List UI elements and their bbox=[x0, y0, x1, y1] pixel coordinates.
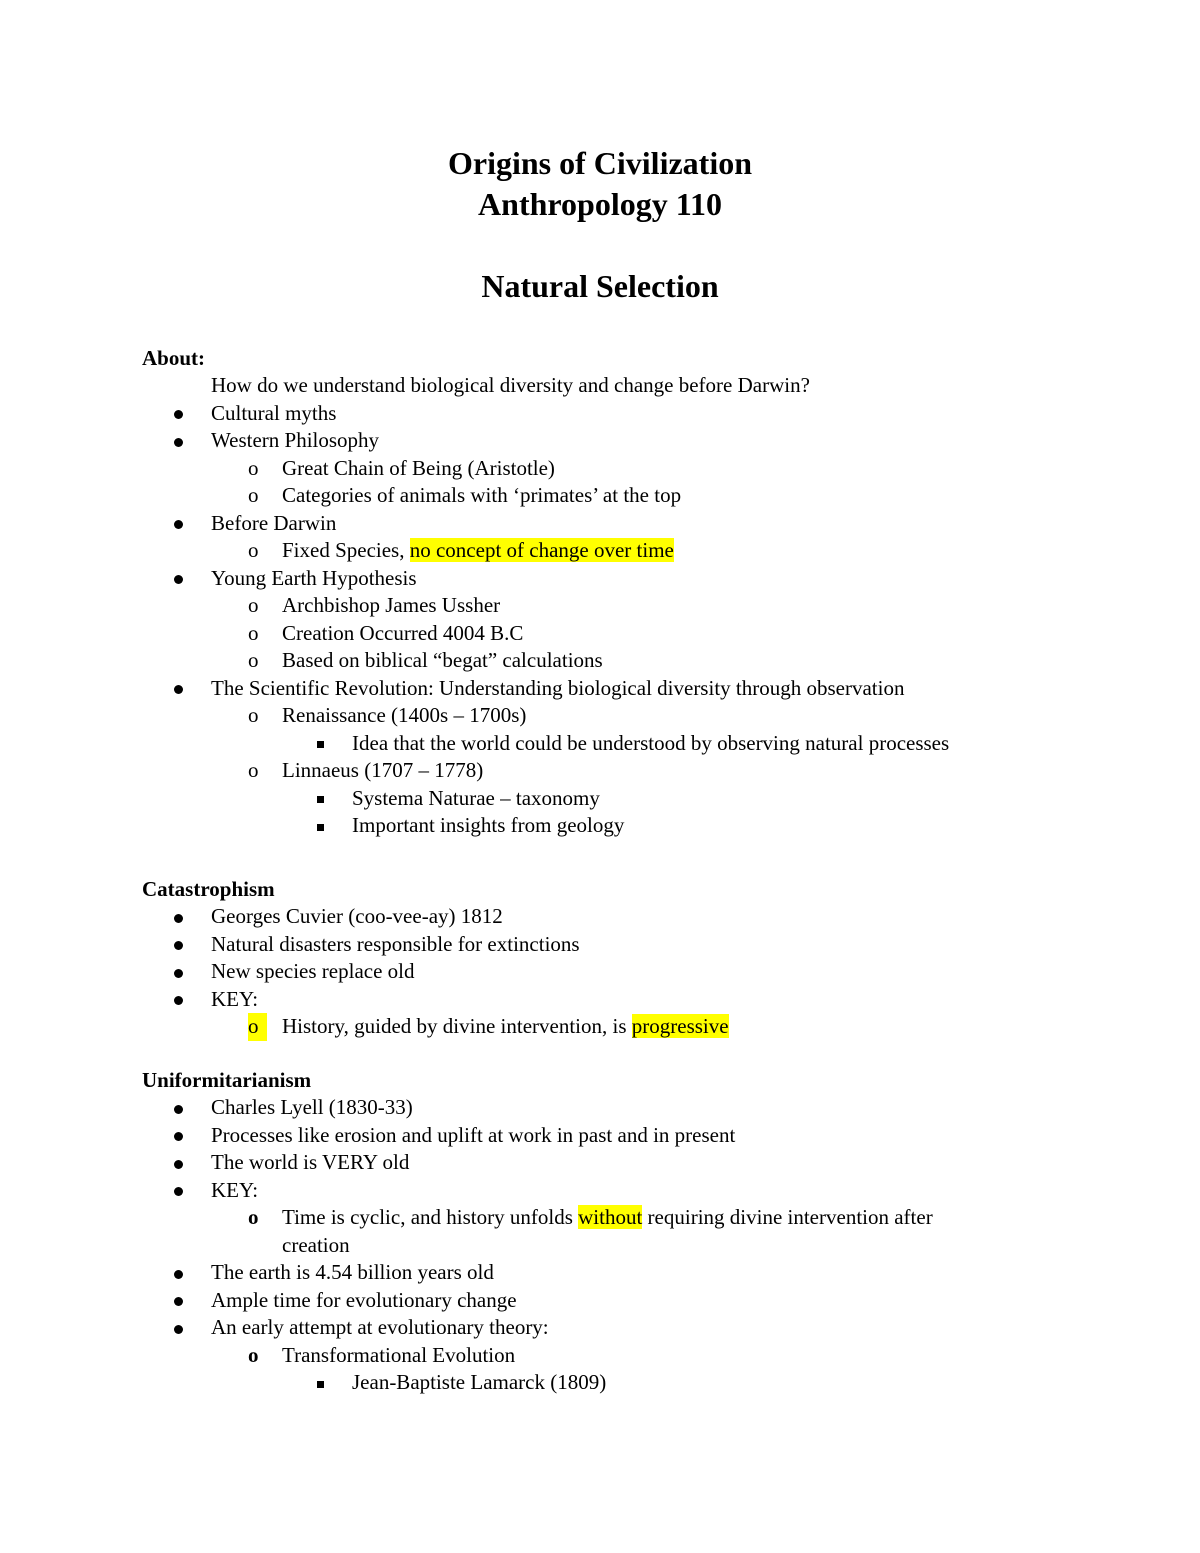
uniformitarianism-section bbox=[142, 1067, 1102, 1397]
bullet-dot-icon bbox=[174, 1122, 183, 1150]
list-item: KEY: bbox=[142, 1177, 1102, 1205]
highlighted-text: no concept of change over time bbox=[409, 538, 674, 562]
bullet-dot-icon bbox=[174, 903, 183, 931]
highlighted-text: progressive bbox=[631, 1014, 729, 1038]
bullet-dot-icon bbox=[174, 958, 183, 986]
list-item: The Scientific Revolution: Understanding biological diversity through observation bbox=[142, 675, 1102, 703]
list-item: o Transformational Evolution bbox=[142, 1342, 1102, 1370]
list-item: An early attempt at evolutionary theory: bbox=[142, 1314, 1102, 1342]
list-item: Cultural myths bbox=[142, 400, 1102, 428]
bullet-dot-icon bbox=[174, 1259, 183, 1287]
list-item: Systema Naturae – taxonomy bbox=[142, 785, 1102, 813]
list-item: Georges Cuvier (coo-vee-ay) 1812 bbox=[142, 903, 1102, 931]
list-item: o Creation Occurred 4004 B.C bbox=[142, 620, 1102, 648]
list-item: Ample time for evolutionary change bbox=[142, 1287, 1102, 1315]
bullet-circle-icon: o bbox=[248, 758, 259, 782]
list-item: KEY: bbox=[142, 986, 1102, 1014]
bullet-dot-icon bbox=[174, 427, 183, 455]
catastrophism-section bbox=[142, 876, 1102, 1041]
list-item-continuation: creation bbox=[282, 1232, 350, 1257]
bullet-dot-icon bbox=[174, 1314, 183, 1342]
list-item: The world is VERY old bbox=[142, 1149, 1102, 1177]
list-item: Important insights from geology bbox=[142, 812, 1102, 840]
bullet-dot-icon bbox=[174, 1287, 183, 1315]
bullet-circle-icon: o bbox=[248, 593, 259, 617]
about-heading: About: bbox=[142, 346, 206, 370]
about-intro: How do we understand biological diversity and change before Darwin? bbox=[211, 373, 810, 397]
bullet-square-icon bbox=[317, 730, 324, 758]
bullet-dot-icon bbox=[174, 675, 183, 703]
list-item: Idea that the world could be understood by observing natural processes bbox=[142, 730, 1102, 758]
list-item: o History, guided by divine intervention, is progressive bbox=[142, 1013, 1102, 1041]
bullet-circle-icon: o bbox=[248, 620, 259, 645]
bullet-circle-icon: o bbox=[248, 648, 259, 672]
list-item: The earth is 4.54 billion years old bbox=[142, 1259, 1102, 1287]
uniformitarianism-heading: Uniformitarianism bbox=[142, 1068, 312, 1092]
course-number: Anthropology 110 bbox=[478, 186, 722, 222]
list-item: o Fixed Species, no concept of change over time bbox=[142, 537, 1102, 565]
list-item: Before Darwin bbox=[142, 510, 1102, 538]
bullet-square-icon bbox=[317, 812, 324, 840]
bullet-circle-icon: o bbox=[248, 703, 259, 727]
list-item: Jean-Baptiste Lamarck (1809) bbox=[142, 1369, 1102, 1397]
bullet-circle-icon: o bbox=[248, 483, 259, 507]
list-item: Processes like erosion and uplift at work in past and in present bbox=[142, 1122, 1102, 1150]
bullet-circle-icon: o bbox=[248, 455, 259, 480]
list-item: Young Earth Hypothesis bbox=[142, 565, 1102, 593]
bullet-dot-icon bbox=[174, 400, 183, 428]
highlighted-text: without bbox=[578, 1205, 643, 1229]
course-title: Origins of Civilization bbox=[448, 145, 752, 181]
bullet-dot-icon bbox=[174, 931, 183, 959]
bullet-circle-icon: o bbox=[248, 1013, 267, 1041]
bullet-dot-icon bbox=[174, 1149, 183, 1177]
list-item: o Time is cyclic, and history unfolds without requiring divine intervention after bbox=[142, 1204, 1102, 1232]
list-item: o Archbishop James Ussher bbox=[142, 592, 1102, 620]
list-item: o Categories of animals with ‘primates’ at the top bbox=[142, 482, 1102, 510]
bullet-circle-icon: o bbox=[248, 1342, 259, 1367]
bullet-circle-icon: o bbox=[248, 1205, 259, 1229]
list-item: New species replace old bbox=[142, 958, 1102, 986]
list-item: o Great Chain of Being (Aristotle) bbox=[142, 455, 1102, 483]
bullet-circle-icon: o bbox=[248, 538, 259, 562]
list-item: Natural disasters responsible for extinctions bbox=[142, 931, 1102, 959]
bullet-dot-icon bbox=[174, 986, 183, 1014]
lecture-title: Natural Selection bbox=[481, 268, 719, 304]
bullet-dot-icon bbox=[174, 565, 183, 593]
bullet-dot-icon bbox=[174, 1094, 183, 1122]
list-item: o Renaissance (1400s – 1700s) bbox=[142, 702, 1102, 730]
bullet-dot-icon bbox=[174, 510, 183, 538]
about-section bbox=[142, 345, 1102, 840]
catastrophism-heading: Catastrophism bbox=[142, 877, 275, 901]
bullet-dot-icon bbox=[174, 1177, 183, 1205]
list-item: Western Philosophy bbox=[142, 427, 1102, 455]
list-item: o Linnaeus (1707 – 1778) bbox=[142, 757, 1102, 785]
bullet-square-icon bbox=[317, 785, 324, 813]
bullet-square-icon bbox=[317, 1369, 324, 1397]
list-item: o Based on biblical “begat” calculations bbox=[142, 647, 1102, 675]
list-item: Charles Lyell (1830-33) bbox=[142, 1094, 1102, 1122]
